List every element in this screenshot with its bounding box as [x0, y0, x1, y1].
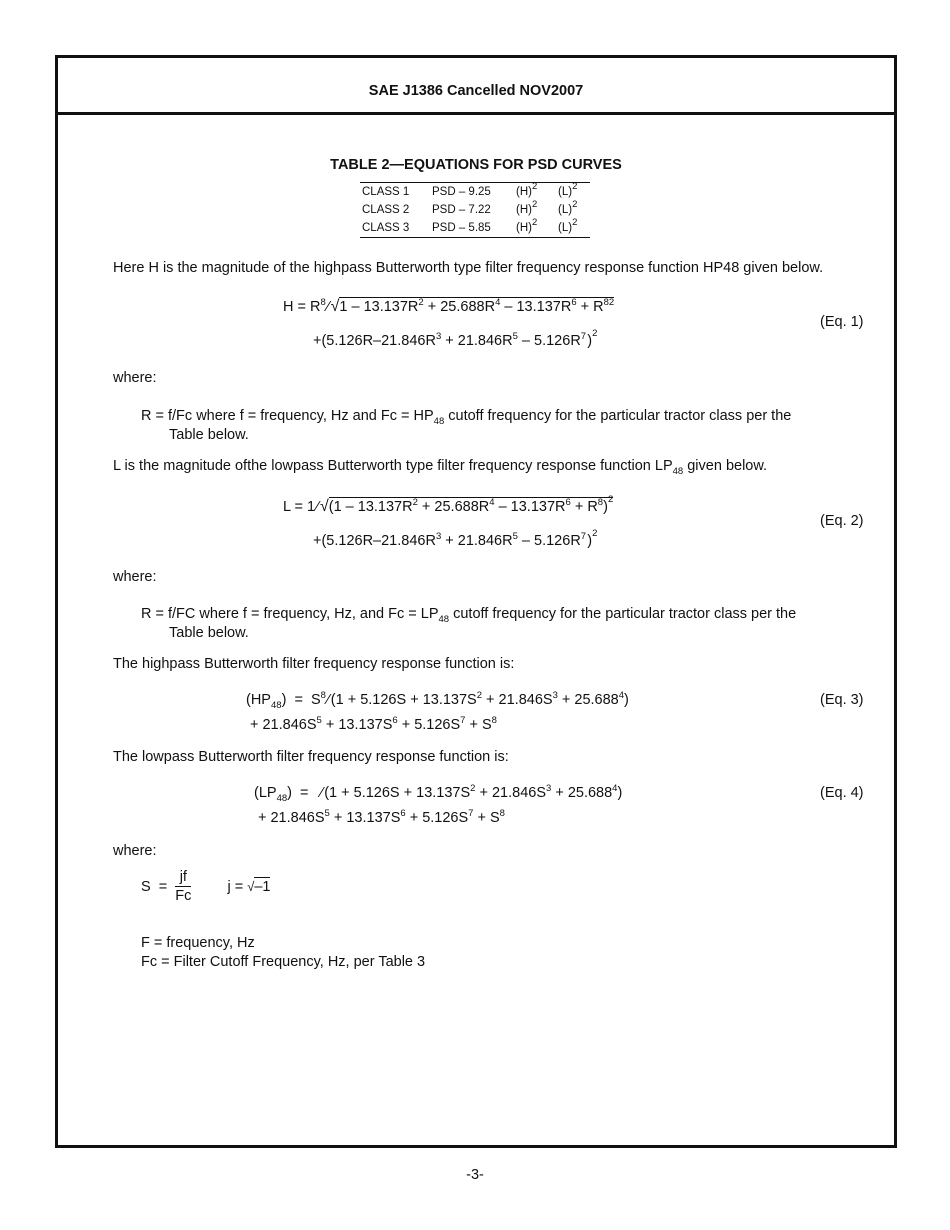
hp-intro: The highpass Butterworth filter frequency response function is:	[113, 656, 515, 672]
class-cell: CLASS 1	[362, 186, 410, 198]
intro-l-paragraph: L is the magnitude ofthe lowpass Butterworth type filter frequency response function $LP_{48}$ given below.	[113, 458, 768, 477]
class-cell: CLASS 2	[362, 204, 410, 216]
eq1-line2: $+(5.126R-21.846R^3 + 21.846R^5 - 5.126R^7$ )$^2$	[313, 328, 598, 349]
intro-h-paragraph: Here H is the magnitude of the highpass Butterworth type filter frequency response function HP48 given below.	[113, 260, 824, 276]
eq3-line2: + $21.846S^5 + 13.137S^6 + 5.126S^7 + S^8$	[250, 715, 497, 733]
l-term-cell: $(L)^2$	[558, 181, 578, 198]
lp-intro: The lowpass Butterworth filter frequency response function is:	[113, 749, 509, 765]
table-row	[360, 201, 590, 219]
where-label-3: where:	[113, 843, 157, 859]
eq3-line1: $(HP_{48}) = S^8$ ∕ $(1 + 5.126S + 13.137S^2 + 21.846S^3 + 25.688^4)$	[246, 690, 629, 711]
h-term-cell: $(H)^2$	[516, 181, 538, 198]
eq2-line1: L = 1 ∕ $√(1 - 13.137R^2 + 25.688R^4 - 13.137R^6 + R^8)^2$	[283, 494, 614, 515]
psd-cell: PSD – 7.22	[432, 204, 491, 216]
document-header: SAE J1386 Cancelled NOV2007	[58, 58, 894, 115]
eq4-line1: $(LP_{48})$ = ∕ $(1 + 5.126S + 13.137S^2 + 21.846S^3 + 25.688^4)$	[254, 783, 623, 804]
eq4-line2: + $21.846S^5 + 13.137S^6 + 5.126S^7 + S^8$	[258, 808, 505, 826]
s-fraction: $\frac{jf}{Fc}$	[175, 869, 192, 904]
j-definition: j = √–1	[227, 878, 271, 895]
eq1-line1: $H = R^8$ ∕ $√1 - 13.137R^2 + 25.688R^4 - 13.137R^6 + R^{82}$	[283, 297, 615, 315]
where-label-2: where:	[113, 569, 157, 585]
page-number: -3-	[466, 1167, 484, 1183]
psd-cell: PSD – 5.85	[432, 222, 491, 234]
where-label-1: where:	[113, 370, 157, 386]
h-term-cell: $(H)^2$	[516, 199, 538, 216]
table-row	[360, 183, 590, 202]
r-definition-2: R = f/FC where f = frequency, Hz, and $Fc = LP_{48}$ cutoff frequency for the particular tractor class per the Table below.	[141, 606, 797, 641]
s-definition: S = $\frac{jf}{Fc}$ j = √–1	[141, 869, 271, 904]
h-term-cell: $(H)^2$	[516, 217, 538, 234]
l-term-cell: $(L)^2$	[558, 217, 578, 234]
eq2-label: (Eq. 2)	[820, 513, 864, 529]
r-definition-1: R = f/Fc where f = frequency, Hz and $Fc = HP_{48}$ cutoff frequency for the particular tractor class per the Table below.	[141, 408, 792, 443]
eq4-label: (Eq. 4)	[820, 785, 864, 801]
l-term-cell: $(L)^2$	[558, 199, 578, 216]
psd-table	[360, 182, 590, 238]
table-row	[360, 219, 590, 238]
class-cell: CLASS 3	[362, 222, 410, 234]
eq2-line2: $+(5.126R-21.846R^3 + 21.846R^5 - 5.126R^7$ )$^2$	[313, 528, 598, 549]
f-definition: F = frequency, Hz	[141, 935, 255, 951]
table-title: TABLE 2—EQUATIONS FOR PSD CURVES	[330, 157, 622, 173]
psd-cell: PSD – 9.25	[432, 186, 491, 198]
page-frame	[55, 55, 897, 1148]
eq3-label: (Eq. 3)	[820, 692, 864, 708]
eq1-label: (Eq. 1)	[820, 314, 864, 330]
fc-definition: Fc = Filter Cutoff Frequency, Hz, per Table 3	[141, 954, 426, 970]
